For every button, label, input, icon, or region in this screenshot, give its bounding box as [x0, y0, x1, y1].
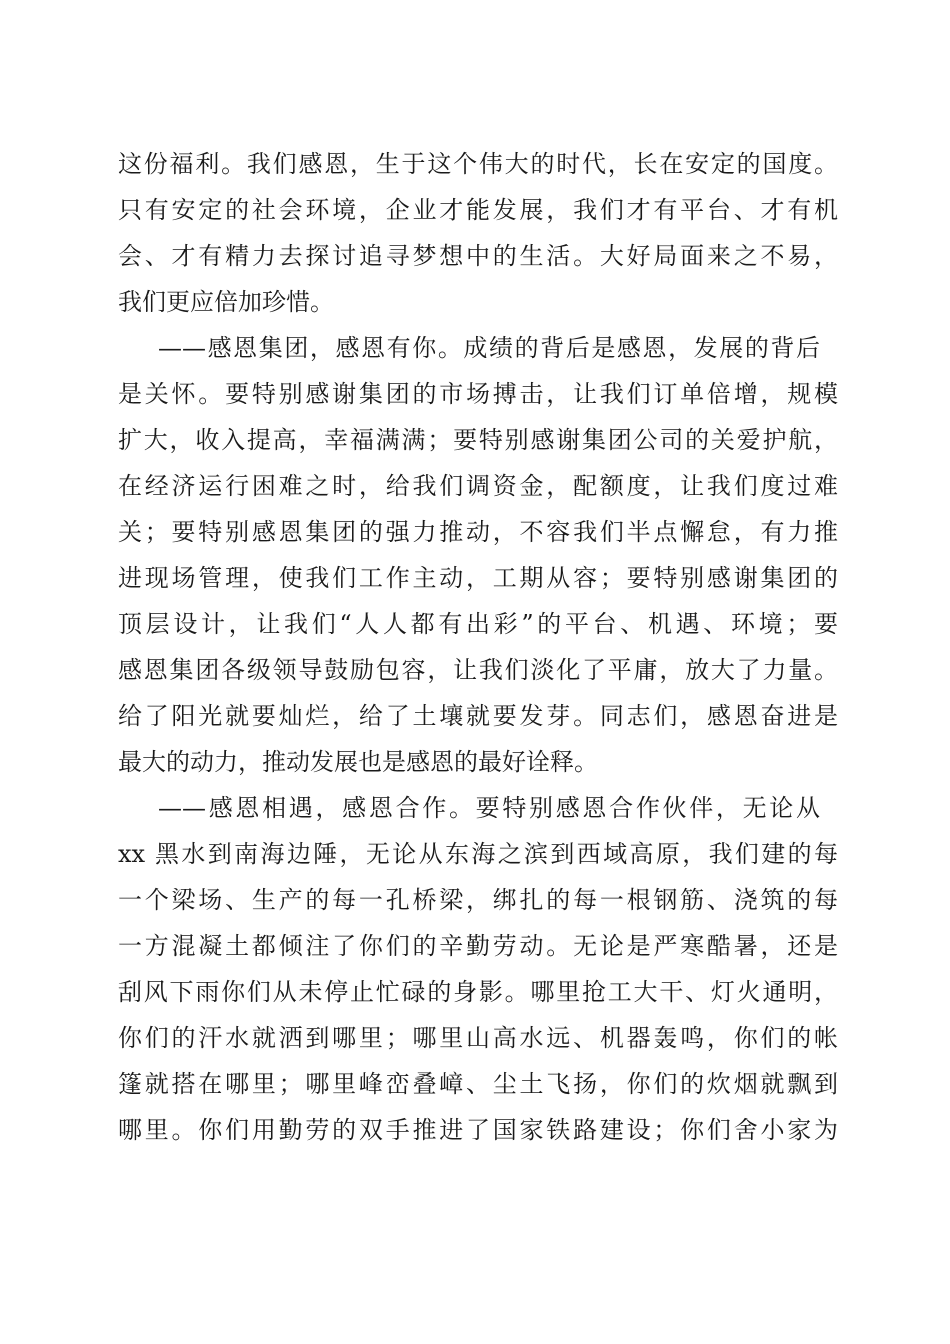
text-line: 会、才有精力去探讨追寻梦想中的生活。大好局面来之不易，: [118, 242, 838, 270]
text-line: 我们更应倍加珍惜。: [118, 288, 334, 316]
text-line: 只有安定的社会环境，企业才能发展，我们才有平台、才有机: [118, 196, 838, 224]
text-line: 你们的汗水就洒到哪里；哪里山高水远、机器轰鸣，你们的帐: [118, 1024, 838, 1052]
text-line: xx 黑水到南海边陲，无论从东海之滨到西域高原，我们建的每: [118, 840, 838, 868]
paragraph-first-line: ——感恩集团，感恩有你。成绩的背后是感恩，发展的背后: [158, 334, 820, 362]
text-line: 进现场管理，使我们工作主动，工期从容；要特别感谢集团的: [118, 564, 838, 592]
text-line: 这份福利。我们感恩，生于这个伟大的时代，长在安定的国度。: [118, 150, 838, 178]
text-line: 哪里。你们用勤劳的双手推进了国家铁路建设；你们舍小家为: [118, 1116, 838, 1144]
text-line: 扩大，收入提高，幸福满满；要特别感谢集团公司的关爱护航，: [118, 426, 838, 454]
text-line: 感恩集团各级领导鼓励包容，让我们淡化了平庸，放大了力量。: [118, 656, 838, 684]
text-line: 最大的动力，推动发展也是感恩的最好诠释。: [118, 748, 598, 776]
text-line: 一方混凝土都倾注了你们的辛勤劳动。无论是严寒酷暑，还是: [118, 932, 838, 960]
paragraph-first-line: ——感恩相遇，感恩合作。要特别感恩合作伙伴，无论从: [158, 794, 820, 822]
text-line: 关；要特别感恩集团的强力推动，不容我们半点懈怠，有力推: [118, 518, 838, 546]
text-line: 篷就搭在哪里；哪里峰峦叠嶂、尘土飞扬，你们的炊烟就飘到: [118, 1070, 838, 1098]
text-line: 一个梁场、生产的每一孔桥梁，绑扎的每一根钢筋、浇筑的每: [118, 886, 838, 914]
text-line: 在经济运行困难之时，给我们调资金，配额度，让我们度过难: [118, 472, 838, 500]
text-line: 刮风下雨你们从未停止忙碌的身影。哪里抢工大干、灯火通明，: [118, 978, 838, 1006]
text-line: 顶层设计，让我们“人人都有出彩”的平台、机遇、环境；要: [118, 610, 838, 638]
text-line: 给了阳光就要灿烂，给了土壤就要发芽。同志们，感恩奋进是: [118, 702, 838, 730]
text-line: 是关怀。要特别感谢集团的市场搏击，让我们订单倍增，规模: [118, 380, 838, 408]
